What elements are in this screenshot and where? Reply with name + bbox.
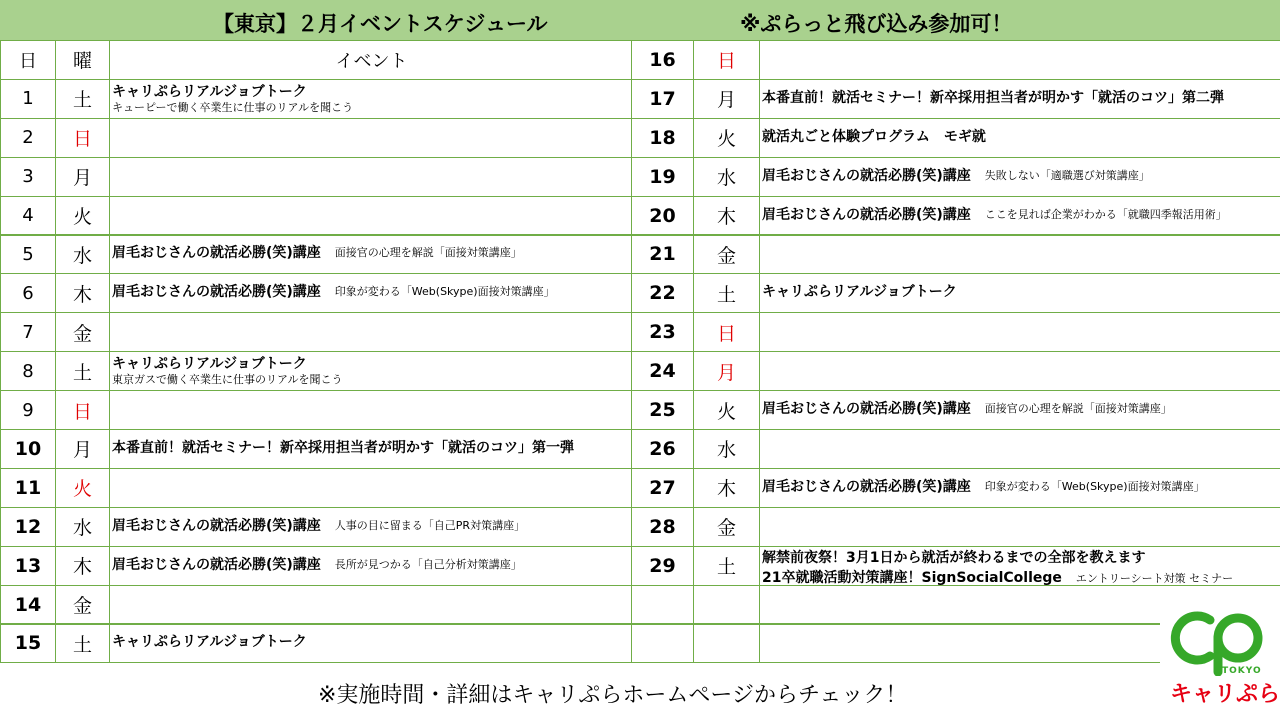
table-row	[631, 196, 1280, 235]
table-row	[631, 118, 1280, 157]
weekday: 木	[716, 478, 736, 501]
day-number: 10	[14, 437, 42, 460]
event-detail: 失敗しない「適職選び対策講座」	[984, 168, 1150, 182]
weekday-cell	[56, 80, 109, 118]
schedule-table-left	[0, 40, 631, 663]
event-title: キャリぷらリアルジョブトーク	[112, 83, 307, 100]
event-cell	[110, 80, 631, 118]
weekday-cell	[56, 391, 109, 429]
event-cell	[110, 430, 631, 468]
day-number: 14	[14, 593, 42, 616]
table-row	[631, 390, 1280, 429]
day-number: 22	[649, 282, 676, 305]
table-row	[0, 157, 631, 196]
day-cell	[1, 274, 55, 312]
table-row	[0, 196, 631, 235]
event-cell	[110, 586, 631, 624]
weekday: 水	[72, 244, 92, 267]
weekday-cell	[56, 197, 109, 235]
weekday-cell	[694, 236, 759, 274]
weekday-cell	[694, 430, 759, 468]
table-row	[0, 468, 631, 507]
day-number: 1	[22, 88, 34, 110]
weekday-cell	[56, 313, 109, 351]
day-cell	[1, 586, 55, 624]
event-cell	[110, 469, 631, 507]
weekday-cell	[694, 41, 759, 79]
event-cell	[110, 119, 631, 157]
event-title: キャリぷらリアルジョブトーク	[762, 284, 957, 301]
footer-note: ※実施時間・詳細はキャリぷらホームページからチェック！	[318, 683, 908, 708]
day-number: 19	[649, 165, 676, 188]
weekday: 日	[72, 400, 92, 423]
weekday-cell	[56, 586, 109, 624]
table-row	[631, 507, 1280, 546]
schedule-table-right	[631, 40, 1280, 663]
weekday-cell	[694, 469, 759, 507]
event-title: 解禁前夜祭！3月1日から就活が終わるまでの全部を教えます	[762, 549, 1146, 566]
day-number: 3	[22, 166, 34, 188]
event-column-header: イベント	[335, 50, 408, 72]
event-cell	[760, 80, 1280, 118]
day-number: 25	[649, 399, 676, 422]
day-cell	[632, 158, 693, 196]
table-row	[631, 40, 1280, 79]
weekday-cell	[56, 430, 109, 468]
weekday: 土	[72, 633, 92, 656]
event-detail: ここを見れば企業がわかる「就職四季報活用術」	[984, 207, 1227, 221]
table-row	[0, 79, 631, 118]
table-row	[631, 312, 1280, 351]
event-detail: 東京ガスで働く卒業生に仕事のリアルを聞こう	[112, 373, 343, 387]
table-row	[0, 429, 631, 468]
weekday: 木	[72, 556, 92, 579]
schedule-header	[0, 0, 1280, 40]
day-cell	[632, 625, 693, 663]
event-cell	[760, 469, 1280, 507]
weekday-cell	[694, 80, 759, 118]
day-cell	[1, 313, 55, 351]
event-cell	[110, 236, 631, 274]
weekday: 土	[72, 361, 92, 384]
day-cell	[1, 119, 55, 157]
day-number: 18	[649, 126, 676, 149]
day-cell	[1, 80, 55, 118]
event-title: 眉毛おじさんの就活必勝(笑)講座	[112, 517, 321, 534]
day-number: 9	[22, 399, 34, 421]
weekday-cell	[694, 586, 759, 624]
event-title: 本番直前！就活セミナー！新卒採用担当者が明かす「就活のコツ」第二弾	[762, 89, 1224, 106]
weekday: 木	[72, 283, 92, 306]
weekday: 金	[716, 517, 736, 540]
day-number: 7	[22, 321, 34, 343]
event-cell	[110, 313, 631, 351]
weekday-cell	[694, 119, 759, 157]
weekday-cell	[694, 391, 759, 429]
event-detail: 面接官の心理を解説「面接対策講座」	[984, 402, 1172, 416]
logo-tokyo-text: TOKYO	[1222, 666, 1262, 676]
weekday-cell	[56, 158, 109, 196]
day-cell	[632, 80, 693, 118]
event-cell	[760, 391, 1280, 429]
table-row	[0, 273, 631, 312]
event-title: 眉毛おじさんの就活必勝(笑)講座	[112, 284, 321, 301]
event-detail: 人事の目に留まる「自己PR対策講座」	[334, 518, 526, 532]
table-row	[0, 624, 631, 663]
event-detail: エントリーシート対策 セミナー	[1075, 571, 1234, 585]
weekday: 火	[72, 478, 92, 501]
event-cell	[760, 41, 1280, 79]
weekday: 曜	[72, 50, 92, 73]
event-cell	[110, 352, 631, 390]
weekday: 土	[72, 89, 92, 112]
event-cell	[760, 158, 1280, 196]
event-title: 眉毛おじさんの就活必勝(笑)講座	[112, 245, 321, 262]
day-cell	[632, 547, 693, 585]
weekday: 火	[716, 400, 736, 423]
day-number: 17	[649, 87, 676, 110]
weekday-cell	[56, 625, 109, 663]
event-cell	[110, 41, 631, 79]
event-title: 眉毛おじさんの就活必勝(笑)講座	[112, 556, 321, 573]
event-cell	[760, 197, 1280, 235]
weekday: 日	[716, 50, 736, 73]
event-title: 眉毛おじさんの就活必勝(笑)講座	[762, 401, 971, 418]
weekday: 火	[716, 128, 736, 151]
event-title: キャリぷらリアルジョブトーク	[112, 634, 307, 651]
day-cell	[1, 352, 55, 390]
weekday-cell	[56, 236, 109, 274]
weekday-cell	[56, 469, 109, 507]
event-cell	[760, 508, 1280, 546]
table-row	[0, 235, 631, 274]
event-title: キャリぷらリアルジョブトーク	[112, 356, 307, 373]
event-detail: キューピーで働く卒業生に仕事のリアルを聞こう	[112, 100, 354, 114]
weekday: 金	[72, 322, 92, 345]
logo-brand-text: キャリぷら	[1170, 682, 1280, 707]
day-cell	[632, 197, 693, 235]
weekday-cell	[694, 508, 759, 546]
event-title: 就活丸ごと体験プログラム モギ就	[762, 128, 986, 145]
day-number: 日	[19, 50, 37, 72]
table-row	[0, 507, 631, 546]
table-row	[631, 157, 1280, 196]
day-cell	[632, 41, 693, 79]
day-number: 2	[22, 127, 34, 149]
weekday-cell	[694, 625, 759, 663]
event-title: 眉毛おじさんの就活必勝(笑)講座	[762, 478, 971, 495]
weekday: 水	[716, 167, 736, 190]
header-note: ※ぷらっと飛び込み参加可！	[740, 12, 1013, 36]
weekday: 月	[716, 89, 736, 112]
event-title-2: 21卒就職活動対策講座！SignSocialCollege	[762, 569, 1062, 585]
event-title-line2	[762, 567, 1280, 585]
weekday-cell	[694, 547, 759, 585]
table-row	[631, 235, 1280, 274]
event-detail: 印象が変わる「Web(Skype)面接対策講座」	[334, 285, 555, 299]
weekday: 月	[72, 167, 92, 190]
day-cell	[632, 469, 693, 507]
event-cell	[760, 274, 1280, 312]
table-row	[0, 118, 631, 157]
weekday: 木	[716, 206, 736, 229]
weekday-cell	[56, 41, 109, 79]
day-cell	[1, 236, 55, 274]
table-row	[631, 429, 1280, 468]
day-number: 12	[14, 515, 42, 538]
event-title: 本番直前！就活セミナー！新卒採用担当者が明かす「就活のコツ」第一弾	[112, 439, 574, 456]
day-number: 23	[649, 321, 676, 344]
day-cell	[632, 313, 693, 351]
weekday: 水	[716, 439, 736, 462]
weekday-cell	[56, 352, 109, 390]
event-cell	[760, 119, 1280, 157]
table-row	[631, 546, 1280, 585]
day-cell	[632, 119, 693, 157]
day-number: 26	[649, 437, 676, 460]
day-number: 20	[649, 204, 676, 227]
day-cell	[1, 391, 55, 429]
event-cell	[760, 430, 1280, 468]
event-detail: 長所が見つかる「自己分析対策講座」	[334, 557, 522, 571]
weekday-cell	[56, 547, 109, 585]
event-cell	[760, 236, 1280, 274]
day-cell	[632, 586, 693, 624]
event-cell	[110, 625, 631, 663]
weekday: 金	[716, 244, 736, 267]
weekday-cell	[694, 197, 759, 235]
event-detail: 印象が変わる「Web(Skype)面接対策講座」	[984, 479, 1205, 493]
weekday: 日	[716, 322, 736, 345]
table-row	[0, 546, 631, 585]
footer	[0, 664, 1280, 720]
event-detail: 面接官の心理を解説「面接対策講座」	[334, 246, 522, 260]
weekday-cell	[56, 508, 109, 546]
day-cell	[632, 391, 693, 429]
weekday: 月	[72, 439, 92, 462]
weekday: 日	[72, 128, 92, 151]
page-title: 【東京】２月イベントスケジュール	[213, 12, 548, 36]
cp-logo-icon	[1160, 606, 1280, 676]
day-number: 4	[22, 205, 34, 227]
weekday-cell	[694, 274, 759, 312]
event-title: 眉毛おじさんの就活必勝(笑)講座	[762, 206, 971, 223]
table-row	[631, 79, 1280, 118]
event-cell	[110, 547, 631, 585]
day-cell	[1, 430, 55, 468]
table-row	[631, 273, 1280, 312]
event-cell	[110, 508, 631, 546]
day-cell	[632, 274, 693, 312]
brand-logo[interactable]	[1160, 606, 1280, 706]
weekday-cell	[56, 274, 109, 312]
weekday: 金	[72, 595, 92, 618]
day-cell	[1, 625, 55, 663]
weekday: 土	[716, 556, 736, 579]
table-header-row	[0, 40, 631, 79]
event-cell	[110, 274, 631, 312]
table-row	[0, 351, 631, 390]
day-number: 29	[649, 554, 676, 577]
table-row	[0, 390, 631, 429]
day-cell	[1, 547, 55, 585]
event-cell	[110, 158, 631, 196]
table-row	[0, 585, 631, 624]
day-cell	[632, 430, 693, 468]
weekday: 火	[72, 206, 92, 229]
event-cell	[760, 547, 1280, 585]
day-number: 8	[22, 360, 34, 382]
day-cell	[1, 41, 55, 79]
day-number: 15	[14, 632, 42, 655]
day-number: 28	[649, 515, 676, 538]
table-row	[0, 312, 631, 351]
table-row	[631, 468, 1280, 507]
weekday: 土	[716, 283, 736, 306]
day-number: 16	[649, 48, 676, 71]
event-cell	[760, 313, 1280, 351]
weekday: 月	[716, 361, 736, 384]
day-number: 6	[22, 282, 34, 304]
day-cell	[632, 352, 693, 390]
day-cell	[1, 197, 55, 235]
day-number: 21	[649, 243, 676, 266]
weekday-cell	[694, 313, 759, 351]
day-number: 24	[649, 360, 676, 383]
event-cell	[760, 352, 1280, 390]
weekday-cell	[694, 352, 759, 390]
table-row	[631, 351, 1280, 390]
weekday: 水	[72, 517, 92, 540]
day-number: 27	[649, 476, 676, 499]
day-cell	[1, 508, 55, 546]
day-number: 11	[14, 476, 42, 499]
day-cell	[632, 236, 693, 274]
event-title: 眉毛おじさんの就活必勝(笑)講座	[762, 167, 971, 184]
day-number: 13	[14, 554, 42, 577]
day-number: 5	[22, 243, 34, 265]
event-cell	[110, 197, 631, 235]
weekday-cell	[56, 119, 109, 157]
day-cell	[1, 469, 55, 507]
day-cell	[1, 158, 55, 196]
weekday-cell	[694, 158, 759, 196]
day-cell	[632, 508, 693, 546]
event-cell	[110, 391, 631, 429]
